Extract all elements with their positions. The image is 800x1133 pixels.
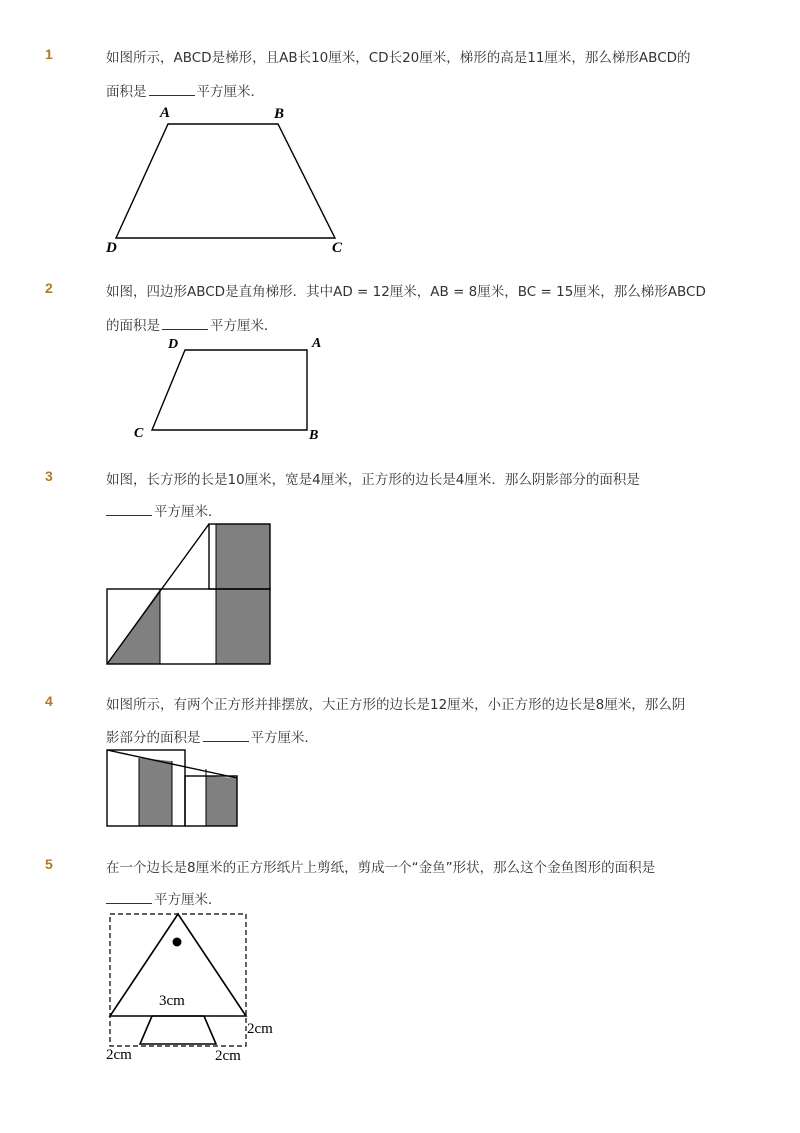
problem-text-line2: 的面积是 平方厘米．	[106, 318, 278, 334]
label-d: D	[168, 337, 179, 352]
problem-text-line2: 面积是 平方厘米．	[106, 84, 264, 100]
label-3cm: 3cm	[159, 993, 185, 1009]
problem-text-line1: 如图所示，ABCD是梯形，且AB长10厘米，CD长20厘米，梯形的高是11厘米，那么梯形ABCD的	[106, 50, 691, 66]
problem-text-line2: 影部分的面积是 平方厘米．	[106, 730, 318, 746]
trapezoid-figure	[100, 100, 360, 260]
problem-text-line1: 在一个边长是8厘米的正方形纸片上剪纸，剪成一个“金鱼”形状，那么这个金鱼图形的面积是	[106, 860, 656, 876]
problem-number: 1	[45, 46, 53, 62]
problem-text-line1: 如图所示，有两个正方形并排摆放，大正方形的边长是12厘米，小正方形的边长是8厘米，那么阴	[106, 697, 686, 713]
problem-text-line1: 如图，四边形ABCD是直角梯形．其中AD = 12厘米，AB = 8厘米，BC = 15厘米，那么梯形ABCD	[106, 284, 706, 300]
two-squares-figure	[106, 749, 240, 829]
label-2cm-right: 2cm	[247, 1021, 273, 1037]
answer-blank	[106, 503, 152, 516]
answer-blank	[106, 891, 152, 904]
problem-number: 2	[45, 280, 53, 296]
rectangle-square-figure	[106, 523, 272, 665]
label-d: D	[106, 240, 117, 256]
label-2cm-right-bottom: 2cm	[215, 1048, 241, 1064]
problem-number: 5	[45, 856, 53, 872]
problem-text-line1: 如图，长方形的长是10厘米，宽是4厘米，正方形的边长是4厘米．那么阴影部分的面积是	[106, 472, 640, 488]
label-a: A	[312, 336, 322, 351]
problem-number: 4	[45, 693, 53, 709]
answer-blank	[162, 317, 208, 330]
fish-eye	[173, 938, 182, 947]
answer-blank	[203, 729, 249, 742]
answer-blank	[149, 83, 195, 96]
label-c: C	[134, 426, 144, 441]
problem-text-line2: 平方厘米．	[106, 500, 222, 520]
label-b: B	[309, 428, 319, 443]
label-2cm-left-bottom: 2cm	[106, 1047, 132, 1063]
label-a: A	[160, 105, 171, 121]
goldfish-figure	[104, 910, 314, 1070]
right-trapezoid-figure	[128, 333, 338, 448]
problem-text-line2: 平方厘米．	[106, 888, 222, 908]
label-c: C	[332, 240, 343, 256]
label-b: B	[274, 106, 285, 122]
problem-number: 3	[45, 468, 53, 484]
